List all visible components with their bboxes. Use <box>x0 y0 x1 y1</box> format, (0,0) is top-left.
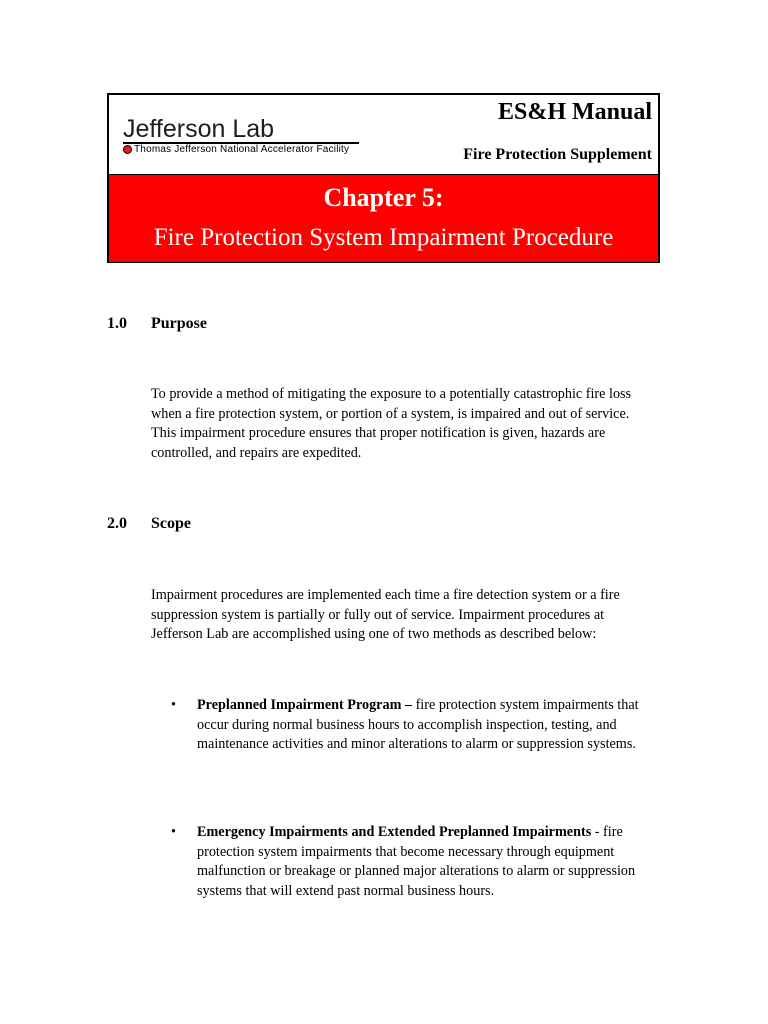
supplement-title: Fire Protection Supplement <box>463 146 652 163</box>
section-title: Scope <box>151 515 191 532</box>
section-heading-purpose <box>107 315 207 333</box>
jefferson-lab-logo <box>123 117 359 155</box>
logo-tagline: Thomas Jefferson National Accelerator Facility <box>134 144 350 155</box>
chapter-banner <box>109 175 658 262</box>
section-number: 2.0 <box>107 515 127 532</box>
section-heading-scope <box>107 515 191 533</box>
section-title: Purpose <box>151 315 207 332</box>
purpose-paragraph: To provide a method of mitigating the exposure to a potentially catastrophic fire loss when a fire protection system, or portion of a system, is impaired and out of service. This impairment procedure ensures that proper notification is given, hazards are controlled, and repairs are expedited. <box>151 386 632 461</box>
list-item-term: Preplanned Impairment Program – <box>197 697 413 713</box>
list-item <box>171 696 651 755</box>
bullet-icon: • <box>171 697 176 713</box>
list-item-text <box>197 823 651 901</box>
list-item-description: fire protection system impairments that occur during normal business hours to accomplish inspection, testing, and maintenance activities and minor alterations to alarm or suppression systems. <box>197 697 639 752</box>
document-header <box>107 93 660 263</box>
list-item <box>171 823 651 901</box>
logo-tagline-row <box>123 142 359 155</box>
logo-dot-icon <box>123 145 132 154</box>
list-item-text <box>197 696 651 755</box>
list-item-term: Emergency Impairments and Extended Preplanned Impairments <box>197 824 592 840</box>
scope-paragraph: Impairment procedures are implemented each time a fire detection system or a fire suppression system is partially or fully out of service. Impairment procedures at Jefferson Lab are accomplished using one of two methods as described below: <box>151 587 620 642</box>
list-item-description: - fire protection system impairments that become necessary through equipment malfunction or breakage or planned major alterations to alarm or suppression systems that will extend past normal business hours. <box>197 824 636 899</box>
bullet-icon: • <box>171 824 176 840</box>
chapter-title: Chapter 5: <box>323 183 444 212</box>
header-top-row <box>109 95 658 175</box>
manual-title: ES&H Manual <box>497 99 652 125</box>
logo-wordmark: Jefferson Lab <box>123 115 275 143</box>
chapter-subtitle: Fire Protection System Impairment Procedure <box>153 224 614 251</box>
section-number: 1.0 <box>107 315 127 332</box>
